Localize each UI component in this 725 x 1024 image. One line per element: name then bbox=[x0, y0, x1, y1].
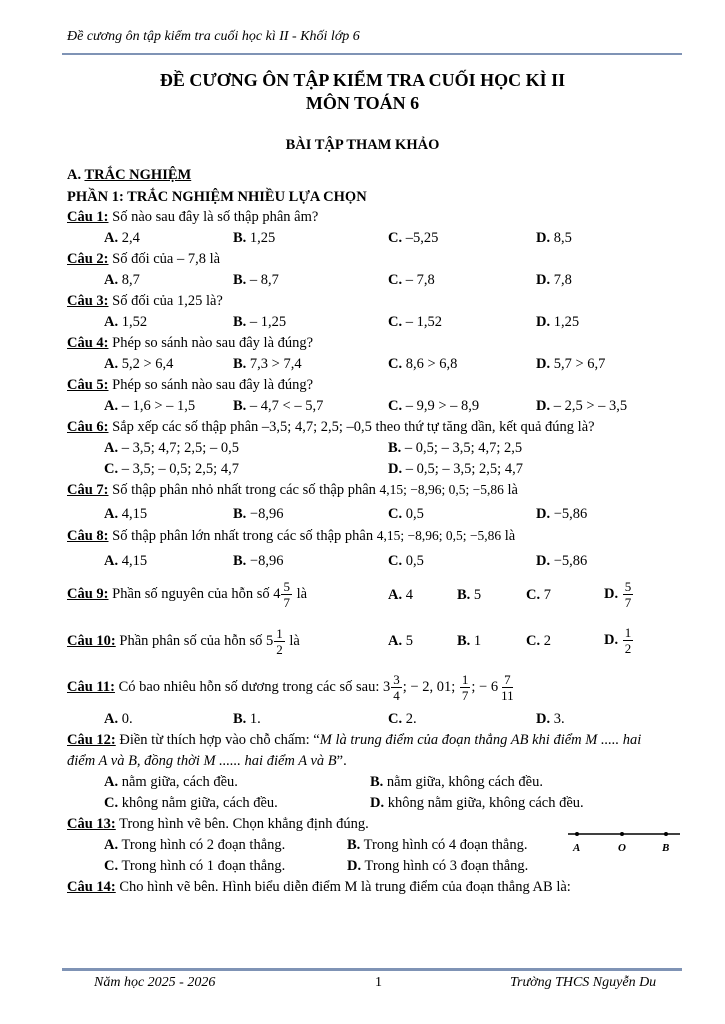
mixed-number-fraction: $\frac{5}{7}$ bbox=[283, 579, 290, 610]
q2-option-a: A. 8,7 bbox=[104, 272, 140, 288]
q1-option-a: A. 2,4 bbox=[104, 230, 140, 246]
question-8: Câu 8: Số thập phân lớn nhất trong các số thập phân 4,15; −8,96; 0,5; −5,86 là bbox=[67, 528, 516, 544]
question-12: Câu 12: Điền từ thích hợp vào chỗ chấm: “M là trung điểm của đoạn thẳng AB khi điểm M ..... hai bbox=[67, 732, 642, 748]
q5-option-a: A. – 1,6 > – 1,5 bbox=[104, 398, 196, 414]
q10-option-c: C. 2 bbox=[526, 633, 551, 649]
point-b bbox=[664, 832, 668, 836]
part-1-heading: PHẦN 1: TRẮC NGHIỆM NHIỀU LỰA CHỌN bbox=[67, 189, 367, 205]
q10-option-a: A. 5 bbox=[388, 633, 413, 649]
footer-school-year: Năm học 2025 - 2026 bbox=[94, 975, 216, 990]
q11-option-d: D. 3. bbox=[536, 711, 565, 727]
q7-option-a: A. 4,15 bbox=[104, 506, 148, 522]
q13-option-c: C. Trong hình có 1 đoạn thẳng. bbox=[104, 858, 286, 874]
label-a: A bbox=[573, 842, 581, 854]
q12-option-d: D. không nằm giữa, không cách đều. bbox=[370, 795, 584, 811]
q7-option-b: B. −8,96 bbox=[233, 506, 284, 522]
q9-option-b: B. 5 bbox=[457, 587, 482, 603]
q4-option-b: B. 7,3 > 7,4 bbox=[233, 356, 302, 372]
section-heading: BÀI TẬP THAM KHẢO bbox=[285, 137, 440, 153]
question-2: Câu 2: Số đối của – 7,8 là bbox=[67, 251, 221, 267]
q6-option-a: A. – 3,5; 4,7; 2,5; – 0,5 bbox=[104, 440, 239, 456]
q7-option-c: C. 0,5 bbox=[388, 506, 424, 522]
q2-option-c: C. – 7,8 bbox=[388, 272, 435, 288]
mixed-number-fraction: $\frac{1}{2}$ bbox=[276, 626, 283, 657]
question-5: Câu 5: Phép so sánh nào sau đây là đúng? bbox=[67, 377, 314, 393]
part-a-heading: A. TRẮC NGHIỆM bbox=[67, 167, 192, 183]
q9-option-a: A. 4 bbox=[388, 587, 413, 603]
q2-option-b: B. – 8,7 bbox=[233, 272, 279, 288]
footer-school-name: Trường THCS Nguyễn Du bbox=[510, 975, 657, 990]
q12-option-b: B. nằm giữa, không cách đều. bbox=[370, 774, 543, 790]
question-1: Câu 1: Số nào sau đây là số thập phân âm? bbox=[67, 209, 319, 225]
question-13: Câu 13: Trong hình vẽ bên. Chọn khẳng định đúng. bbox=[67, 816, 369, 832]
q5-option-d: D. – 2,5 > – 3,5 bbox=[536, 398, 628, 414]
page-number: 1 bbox=[375, 975, 382, 990]
q13-option-a: A. Trong hình có 2 đoạn thẳng. bbox=[104, 837, 286, 853]
question-3: Câu 3: Số đối của 1,25 là? bbox=[67, 293, 223, 309]
q6-option-b: B. – 0,5; – 3,5; 4,7; 2,5 bbox=[388, 440, 523, 456]
q6-option-c: C. – 3,5; – 0,5; 2,5; 4,7 bbox=[104, 461, 239, 477]
q2-option-d: D. 7,8 bbox=[536, 272, 572, 288]
q11-option-c: C. 2. bbox=[388, 711, 417, 727]
question-10: Câu 10: Phần phân số của hỗn số 5 $\frac{1}{2}$ là bbox=[67, 626, 300, 657]
q3-option-a: A. 1,52 bbox=[104, 314, 148, 330]
document-title-line2: MÔN TOÁN 6 bbox=[305, 93, 420, 113]
segment-figure bbox=[560, 826, 686, 856]
question-7: Câu 7: Số thập phân nhỏ nhất trong các số thập phân 4,15; −8,96; 0,5; −5,86 là bbox=[67, 482, 518, 498]
document-title-line1: ĐỀ CƯƠNG ÔN TẬP KIỂM TRA CUỐI HỌC KÌ II bbox=[159, 70, 566, 90]
q7-option-d: D. −5,86 bbox=[536, 506, 588, 522]
q13-option-d: D. Trong hình có 3 đoạn thẳng. bbox=[347, 858, 529, 874]
q11-option-a: A. 0. bbox=[104, 711, 133, 727]
q10-option-b: B. 1 bbox=[457, 633, 482, 649]
q4-option-a: A. 5,2 > 6,4 bbox=[104, 356, 174, 372]
question-11: Câu 11: Có bao nhiêu hỗn số dương trong các số sau: 3 $\frac{3}{4}$ ; − 2, 01; $\frac{1}{7}$ ; − 6 $\frac{7}{11}$ bbox=[67, 672, 514, 703]
q1-option-b: B. 1,25 bbox=[233, 230, 276, 246]
label-o: O bbox=[618, 842, 626, 854]
q1-option-d: D. 8,5 bbox=[536, 230, 572, 246]
question-4: Câu 4: Phép so sánh nào sau đây là đúng? bbox=[67, 335, 314, 351]
point-o bbox=[620, 832, 624, 836]
q3-option-c: C. – 1,52 bbox=[388, 314, 442, 330]
question-12-cont: điểm A và B, đồng thời M ...... hai điểm A và B”. bbox=[67, 753, 347, 769]
q12-option-a: A. nằm giữa, cách đều. bbox=[104, 774, 238, 790]
q5-option-c: C. – 9,9 > – 8,9 bbox=[388, 398, 480, 414]
q13-option-b: B. Trong hình có 4 đoạn thẳng. bbox=[347, 837, 528, 853]
q3-option-d: D. 1,25 bbox=[536, 314, 580, 330]
point-a bbox=[575, 832, 579, 836]
footer-rule bbox=[62, 968, 682, 971]
q1-option-c: C. –5,25 bbox=[388, 230, 439, 246]
question-9: Câu 9: Phần số nguyên của hỗn số 4 $\frac{5}{7}$ là bbox=[67, 579, 308, 610]
q8-option-a: A. 4,15 bbox=[104, 553, 148, 569]
header-rule bbox=[62, 53, 682, 55]
q4-option-c: C. 8,6 > 6,8 bbox=[388, 356, 458, 372]
q11-option-b: B. 1. bbox=[233, 711, 261, 727]
q6-option-d: D. – 0,5; – 3,5; 2,5; 4,7 bbox=[388, 461, 523, 477]
q8-option-c: C. 0,5 bbox=[388, 553, 424, 569]
q8-option-b: B. −8,96 bbox=[233, 553, 284, 569]
q10-option-d: D. $\frac{1}{2}$ bbox=[604, 625, 632, 656]
q4-option-d: D. 5,7 > 6,7 bbox=[536, 356, 606, 372]
q8-option-d: D. −5,86 bbox=[536, 553, 588, 569]
q3-option-b: B. – 1,25 bbox=[233, 314, 287, 330]
label-b: B bbox=[662, 842, 670, 854]
q5-option-b: B. – 4,7 < – 5,7 bbox=[233, 398, 324, 414]
question-6: Câu 6: Sắp xếp các số thập phân –3,5; 4,7; 2,5; –0,5 theo thứ tự tăng dần, kết quả đúng là? bbox=[67, 419, 595, 435]
q9-option-d: D. $\frac{5}{7}$ bbox=[604, 579, 632, 610]
question-14: Câu 14: Cho hình vẽ bên. Hình biểu diễn điểm M là trung điểm của đoạn thẳng AB là: bbox=[67, 879, 571, 895]
q9-option-c: C. 7 bbox=[526, 587, 551, 603]
q12-option-c: C. không nằm giữa, cách đều. bbox=[104, 795, 278, 811]
page-header: Đề cương ôn tập kiểm tra cuối học kì II - Khối lớp 6 bbox=[67, 29, 360, 44]
